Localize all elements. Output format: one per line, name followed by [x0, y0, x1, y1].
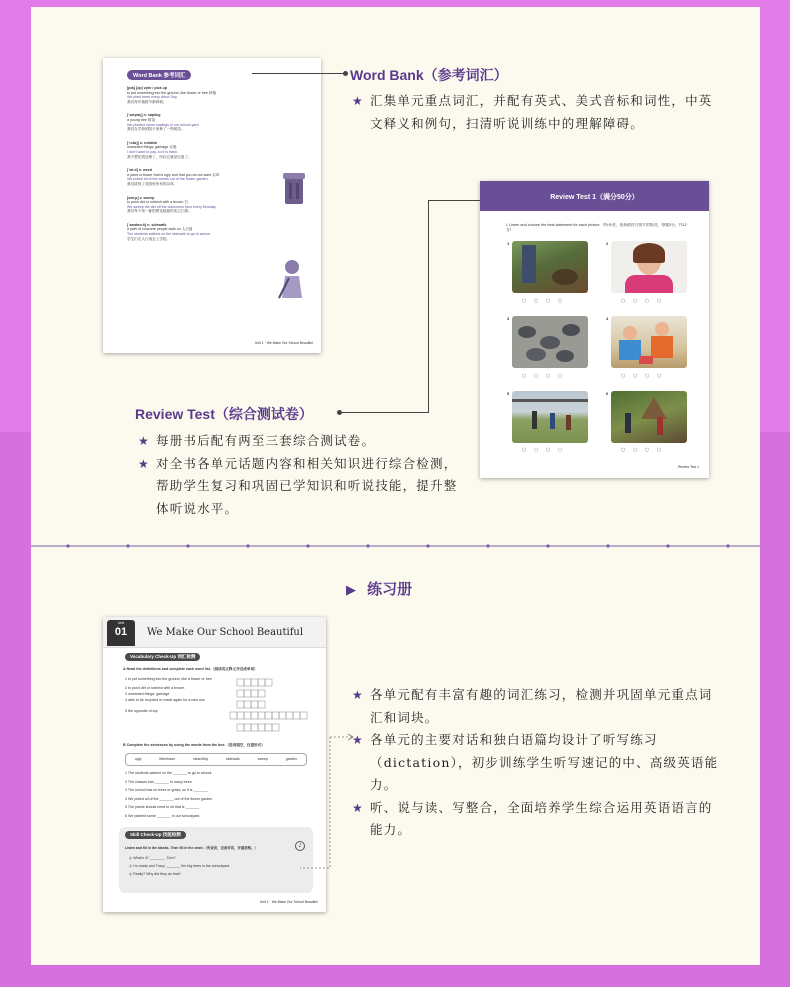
- entry-line: to put something into the ground, like flower or tree 种植: [127, 90, 217, 95]
- workbook-section-title: ▶ 练习册: [346, 580, 413, 598]
- entry-line: 我们在学校的院子里种了一些树苗。: [127, 127, 185, 132]
- entry-line: a plant or flower that is ugly and that you do not want 杂草: [127, 172, 220, 177]
- speaker-dot-icon: ◎: [129, 872, 134, 876]
- star-icon: ★: [138, 456, 150, 471]
- answer-circles[interactable]: ○ ○ ○ ○: [522, 298, 566, 304]
- word-box-item: sidewalk: [225, 757, 240, 762]
- vocab-check-pill: Vocabulary Check-Up 词汇检测: [125, 653, 200, 661]
- review-test-bullets: [138, 430, 468, 520]
- entry-line: I don't want to pay, so it is trash.: [127, 149, 178, 154]
- entry-line: to push dirt or rubbish with a broom 扫: [127, 200, 188, 205]
- review-test-header-bar: [480, 181, 709, 211]
- word-box-item: litter/trash: [159, 757, 176, 762]
- photo-number: 2: [606, 241, 609, 246]
- triangle-right-icon: ▶: [346, 583, 356, 598]
- word-bank-connector-dot: [343, 71, 348, 76]
- review-test-connector: [428, 200, 480, 201]
- entry-line: [swiːp] v. sweep: [127, 195, 155, 200]
- entry-line: a path of concrete people walk on 人行道: [127, 227, 193, 232]
- entry-line: We plant trees every Arbor Day.: [127, 95, 178, 100]
- entry-line: 我们每年植树节都种树。: [127, 99, 167, 104]
- answer-circles[interactable]: ○ ○ ○ ○: [621, 447, 665, 453]
- word-bank-page-footer: Unit 1 · We Make Our School Beautiful: [254, 341, 313, 346]
- answer-circles[interactable]: ○ ○ ○ ○: [621, 373, 665, 379]
- skill-item: ◎ I'm ready and Tracy. _______ the big trees in the schoolyard.: [129, 864, 231, 868]
- speaker-dot-icon: ◎: [129, 856, 134, 860]
- photo-girl-covering-ears: [611, 241, 687, 293]
- unit-title: We Make Our School Beautiful: [147, 627, 304, 638]
- entry-line: [ˈsaɪdwɔːk] n. sidewalk: [127, 222, 167, 227]
- photo-number: 5: [507, 391, 510, 396]
- girl-sweeping-illustration: [275, 258, 309, 300]
- review-test-connector: [342, 412, 429, 413]
- headphone-icon[interactable]: ♪: [295, 841, 305, 851]
- part-b-item: 1 The students walked on the _______ to go to school.: [125, 771, 213, 775]
- entry-line: 我们每个周一都把教室地板的灰尘扫掉。: [127, 209, 192, 214]
- review-test-connector: [428, 200, 429, 413]
- entry-line: We sweep the dirt off the classroom floor every Monday.: [127, 204, 217, 209]
- skill-item: ◎ What's it? _______ , Tom?: [129, 856, 176, 860]
- part-a-items: [125, 677, 225, 715]
- answer-circles[interactable]: ○ ○ ○ ○: [522, 447, 566, 453]
- entry-line: a young tree 树苗: [127, 117, 156, 122]
- part-b-item: 6 We planted some _______ in our schoolyard.: [125, 813, 201, 818]
- part-a-item: 2 to push dirt or rubbish with a broom: [125, 686, 185, 690]
- star-icon: ★: [352, 688, 364, 702]
- review-test-page-preview: [480, 181, 709, 478]
- part-b-item: 4 We pulled all of the _______ out of the flower garden.: [125, 796, 214, 801]
- entry-line: [ˈsæplɪŋ] n. sapling: [127, 113, 161, 118]
- answer-circles[interactable]: ○ ○ ○ ○: [621, 298, 665, 304]
- word-box: [125, 753, 307, 766]
- review-test-instruction: I. Listen and choose the best statement for each picture.（听录音，选择最符合图片的陈述，每题2分，共12分）: [506, 223, 687, 232]
- unit-badge: Unit 01: [107, 620, 135, 646]
- word-bank-page-preview: [103, 58, 321, 353]
- entry-line: 我们拔掉了花园里所有的杂草。: [127, 181, 178, 186]
- word-box-item: garden: [285, 757, 297, 762]
- part-a-instruction: A Read the definitions and complete each word list.（阅读英文释义并完成单词）: [123, 667, 258, 671]
- workbook-bullet: ★ 各单元的主要对话和独白语篇均设计了听写练习（dictation），初步训练学生听写速记的中、高级英语能力。: [352, 729, 722, 797]
- word-bank-title-pill: Word Bank 参考词汇: [127, 70, 191, 80]
- photo-number: 6: [606, 391, 609, 396]
- skill-check-box: [119, 827, 313, 893]
- word-bank-bullet: ★ 汇集单元重点词汇，并配有英式、美式音标和词性，中英文释义和例句，扫清听说训练中的理解障碍。: [352, 90, 720, 135]
- part-a-item: 1 to put something into the ground, like a flower or tree: [125, 677, 212, 681]
- part-a-item: 5 the opposite of top: [125, 709, 158, 713]
- speaker-dot-icon: ◎: [129, 864, 134, 868]
- part-b-item: 5 The plants should need to sit that is _______.: [125, 805, 201, 809]
- word-box-item: clean/tidy: [192, 757, 209, 762]
- part-b-instruction: B Complete the sentences by using the words from the box.（选词填空，注意形式）: [123, 743, 265, 747]
- photo-garden: [611, 391, 687, 443]
- skill-check-pill: Skill Check-Up 技能检测: [125, 831, 186, 839]
- entry-line: 我不想花钱处理了，所以它就是垃圾了。: [127, 154, 192, 159]
- word-bank-entries: [127, 86, 287, 241]
- workbook-bullets: [352, 684, 722, 842]
- word-box-item: sweep: [257, 757, 268, 762]
- part-b-item: 2 The classes has _______ to many trees.: [125, 779, 193, 784]
- word-bank-connector: [252, 73, 344, 74]
- workbook-connector: [300, 720, 360, 880]
- skill-instruction: Listen and fill in the blanks. Then fill in the chart.（听录音，完成对话，并填表格。）: [125, 846, 258, 850]
- photo-planting-tree: [512, 241, 588, 293]
- part-a-item: 4 able to be recycled or made again for a new use: [125, 698, 205, 702]
- star-icon: ★: [138, 434, 150, 448]
- star-icon: ★: [352, 94, 364, 108]
- workbook-page-preview: [103, 617, 326, 912]
- answer-circles[interactable]: ○ ○ ○ ○: [522, 373, 566, 379]
- word-bank-heading: Word Bank（参考词汇）: [350, 67, 508, 83]
- workbook-bullet: ★ 听、说与读、写整合，全面培养学生综合运用英语语言的能力。: [352, 797, 722, 842]
- workbook-header: [103, 617, 326, 648]
- entry-line: [pɪk] [ʌp] vphr / pick up: [127, 86, 167, 90]
- part-a-item: 3 unwanted things; garbage: [125, 692, 170, 696]
- review-test-bullet: ★ 每册书后配有两至三套综合测试卷。: [138, 430, 468, 453]
- photo-children-playing: [611, 316, 687, 368]
- photo-number: 4: [606, 316, 609, 321]
- entry-line: [ˈwiːd] n. weed: [127, 168, 152, 173]
- entry-line: We pulled all of the weeds out of the flower garden.: [127, 177, 209, 182]
- skill-item: ◎ Really? Why did they do that?: [129, 872, 181, 876]
- photo-number: 1: [507, 241, 510, 246]
- workbook-bullet: ★ 各单元配有丰富有趣的词汇练习，检测并巩固单元重点词汇和词块。: [352, 684, 722, 729]
- review-test-page-footer: Review Test 1: [677, 465, 699, 470]
- entry-line: unwanted things; garbage 垃圾: [127, 145, 177, 150]
- review-test-title: Review Test 1（满分50分）: [550, 194, 639, 201]
- workbook-page-footer: Unit 1 · We Make Our School Beautiful: [259, 900, 318, 905]
- star-icon: ★: [352, 800, 364, 815]
- entry-line: 学生们走人行道去上学校。: [127, 236, 171, 241]
- entry-line: [ˈrʌbɪʃ] n. rubbish: [127, 140, 158, 145]
- word-box-item: ugly: [134, 757, 142, 762]
- star-icon: ★: [352, 733, 364, 747]
- photo-people-in-park: [512, 391, 588, 443]
- trash-can-illustration: [279, 168, 309, 208]
- review-test-bullet: ★ 对全书各单元话题内容和相关知识进行综合检测，帮助学生复习和巩固已学知识和听说技能，提升整体听说水平。: [138, 453, 468, 521]
- part-b-items: [125, 769, 305, 820]
- entry-line: The students walked on the sidewalk to go to school.: [127, 232, 212, 237]
- review-test-heading: Review Test（综合测试卷）: [135, 406, 313, 422]
- word-bank-bullets: [352, 90, 720, 135]
- entry-line: We planted some saplings in our school yard.: [127, 122, 200, 127]
- section-divider: [31, 543, 760, 549]
- part-b-item: 3 The school has no trees or grass, so it is _______.: [125, 788, 209, 792]
- photo-number: 3: [507, 316, 510, 321]
- photo-pigeons: [512, 316, 588, 368]
- skill-items: [129, 854, 279, 878]
